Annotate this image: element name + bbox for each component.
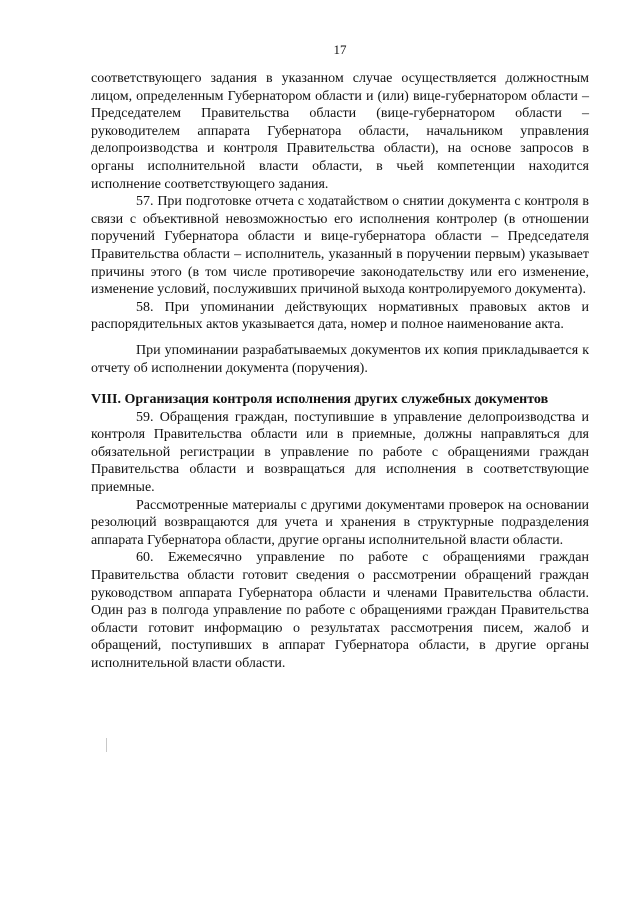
document-body [91,70,589,673]
paragraph-59-materials: Рассмотренные материалы с другими документами проверок на основании резолюций возвращаются для учета и хранения в структурные подразделения аппарата Губернатора области, другие органы исполнительной власти области. [91,497,589,548]
page-number: 17 [333,42,347,57]
paragraph-60: 60. Ежемесячно управление по работе с обращениями граждан Правительства области готовит сведения о рассмотрении обращений граждан руководством аппарата Губернатора области и членами Правительства области. Один раз в полгода управление по работе с обращениями граждан Правительства области готовит информацию о результатах рассмотрения писем, жалоб и обращений, поступивших в аппарат Губернатора области, в другие органы исполнительной власти области. [91,550,589,671]
paragraph-58: 58. При упоминании действующих нормативных правовых актов и распорядительных актов указывается дата, номер и полное наименование акта. [91,299,589,333]
section-heading-viii: VIII. Организация контроля исполнения других служебных документов [91,392,549,408]
paragraph-59: 59. Обращения граждан, поступившие в управление делопроизводства и контроля Правительства области или в приемные, должны направляться для обязательной регистрации в управление по работе с обращениями граждан Правительства области и возвращаться для исполнения в соответствующие приемные. [91,409,589,496]
paragraph-58-attachments: При упоминании разрабатываемых документов их копия прикладывается к отчету об исполнении документа (поручения). [91,342,589,376]
paragraph-continuation: соответствующего задания в указанном случае осуществляется должностным лицом, определенным Губернатором области и (или) вице-губернатором области – Председателем Правительства области (вице-губернатором области – руководителем аппарата Губернатора области, начальником управления делопроизводства и контроля Правительства области), на основе запросов в органы исполнительной власти области, в чьей компетенции находится исполнение соответствующего задания. [91,71,589,192]
scan-artifact [106,738,107,752]
paragraph-57: 57. При подготовке отчета с ходатайством о снятии документа с контроля в связи с объективной невозможностью его исполнения контролер (в отношении поручений Губернатора области и вице-губернатора области – Председателя Правительства области – исполнитель, указанный в поручении первым) указывает причины этого (в том числе противоречие законодательству или его изменение, изменение условий, послуживших причиной выхода контролируемого документа). [91,194,589,298]
